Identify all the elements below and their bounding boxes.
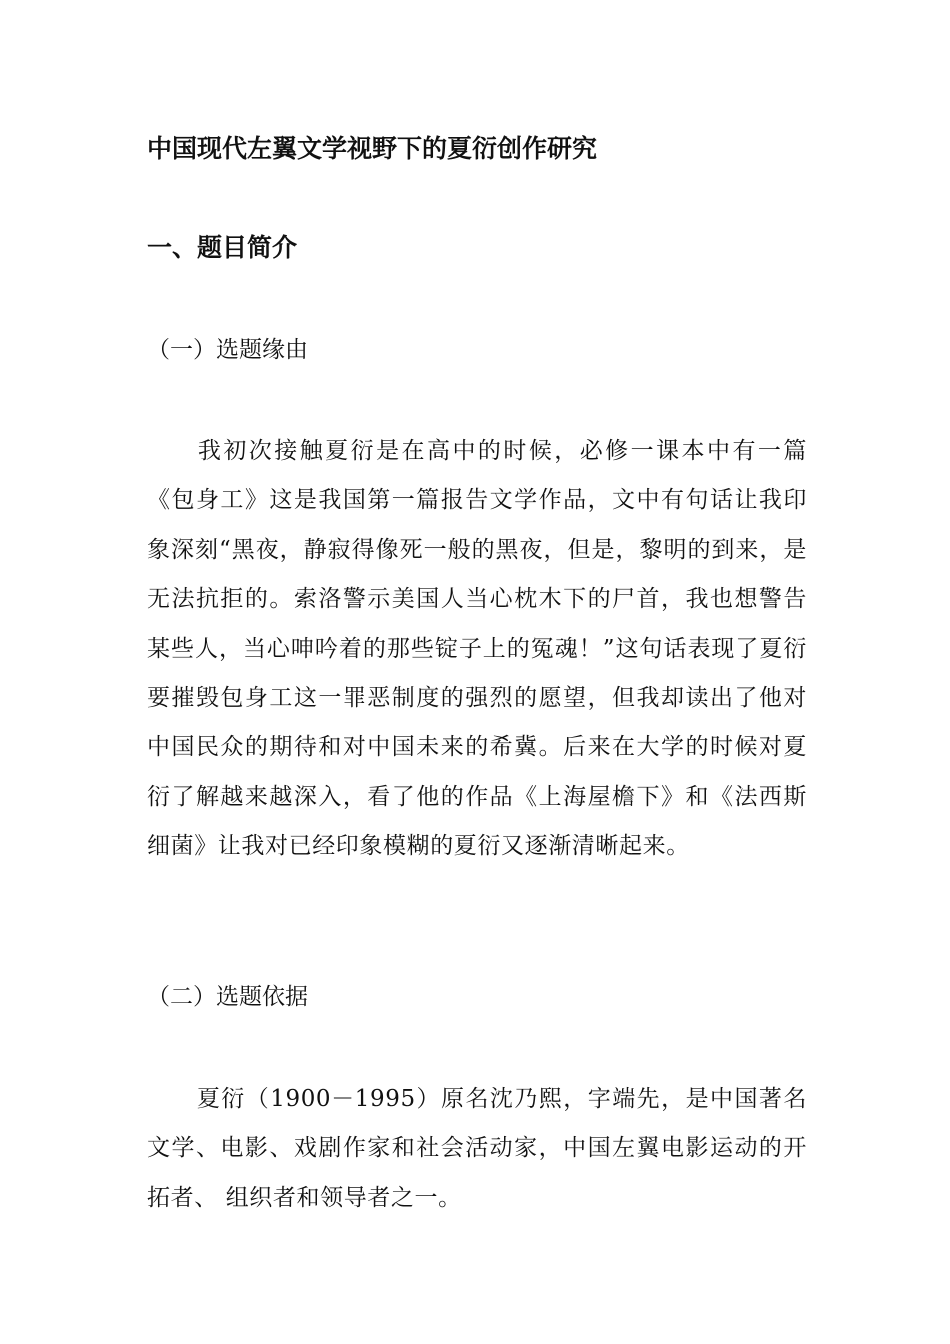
subsection-heading-basis: （二）选题依据	[147, 984, 308, 1010]
document-title: 中国现代左翼文学视野下的夏衍创作研究	[147, 134, 598, 163]
paragraph-text: 夏衍（1900－1995）原名沈乃熙，字端先，是中国著名文学、电影、戏剧作家和社会活动家，中国左翼电影运动的开拓者、 组织者和领导者之一。	[147, 1086, 807, 1211]
subsection-heading-reason: （一）选题缘由	[147, 337, 308, 363]
body-paragraph-basis	[147, 1075, 807, 1223]
section-heading: 一、题目简介	[147, 233, 298, 262]
paragraph-text: 我初次接触夏衍是在高中的时候，必修一课本中有一篇《包身工》这是我国第一篇报告文学作品，文中有句话让我印象深刻“黑夜，静寂得像死一般的黑夜，但是，黎明的到来，是无法抗拒的。索洛警示美国人当心枕木下的尸首，我也想警告某些人，当心呻吟着的那些锭子上的冤魂！”这句话表现了夏衍要摧毁包身工这一罪恶制度的强烈的愿望，但我却读出了他对中国民众的期待和对中国未来的希冀。后来在大学的时候对夏衍了解越来越深入，看了他的作品《上海屋檐下》和《法西斯细菌》让我对已经印象模糊的夏衍又逐渐清晰起来。	[147, 438, 807, 860]
body-paragraph-reason	[147, 427, 807, 872]
